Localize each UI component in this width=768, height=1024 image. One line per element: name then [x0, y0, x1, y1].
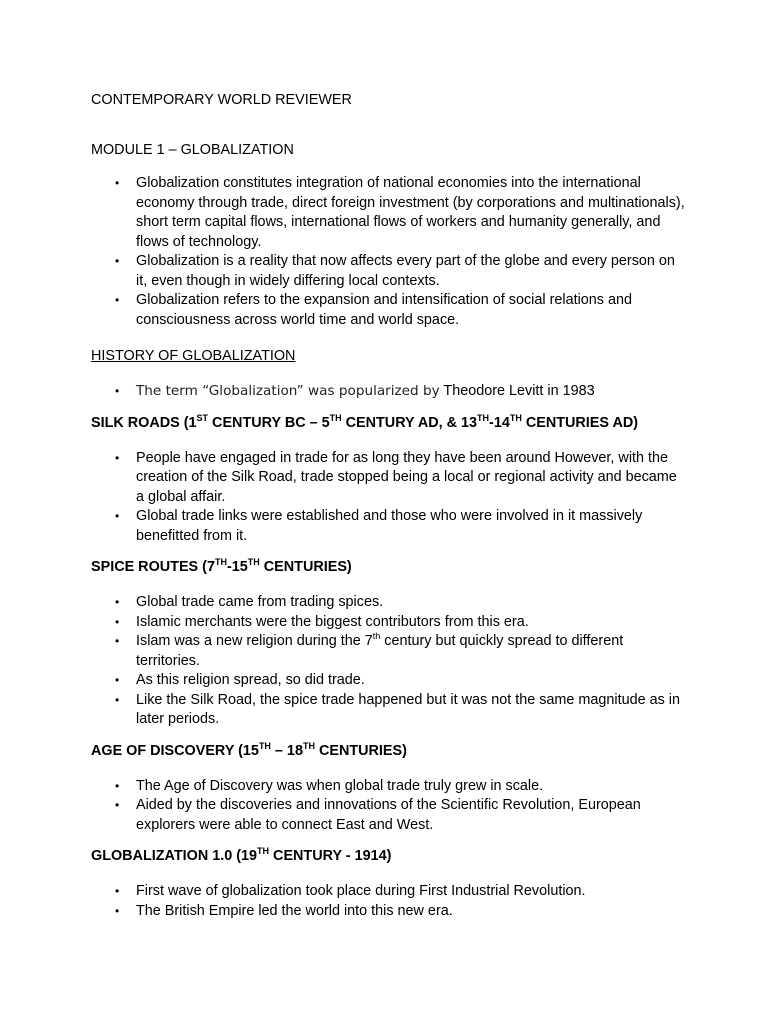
- bullet-icon: •: [115, 450, 120, 465]
- list-item: • The British Empire led the world into this new era.: [91, 902, 688, 922]
- bullet-icon: •: [115, 798, 120, 812]
- list-item: • Like the Silk Road, the spice trade happened but it was not the same magnitude as in later periods.: [115, 691, 680, 727]
- document-title: CONTEMPORARY WORLD REVIEWER: [91, 92, 352, 108]
- age-of-discovery-heading: AGE OF DISCOVERY (15TH – 18TH CENTURIES): [91, 740, 407, 759]
- history-heading: HISTORY OF GLOBALIZATION: [91, 348, 296, 364]
- silk-roads-bullet-list: [91, 449, 688, 547]
- bullet-icon: •: [115, 254, 120, 268]
- bullet-icon: •: [115, 614, 120, 629]
- bullet-icon: •: [115, 595, 120, 609]
- globalization-1-bullet-list: [91, 882, 688, 921]
- list-item: • Global trade came from trading spices.: [91, 593, 688, 613]
- list-item: • Globalization constitutes integration of national economies into the international economy through trade, direct foreign investment (by corporations and multinationals), short term capital flows, international flows of workers and humanity generally, and flows of technology.: [115, 175, 685, 250]
- bullet-icon: •: [115, 293, 120, 307]
- bullet-icon: •: [115, 884, 120, 898]
- bullet-icon: •: [115, 634, 120, 648]
- list-item: • The Age of Discovery was when global trade truly grew in scale.: [91, 777, 688, 797]
- age-of-discovery-bullet-list: [91, 777, 688, 836]
- list-item: • Globalization is a reality that now affects every part of the globe and every person on it, even though in widely differing local contexts.: [115, 253, 675, 289]
- list-item: • First wave of globalization took place during First Industrial Revolution.: [91, 882, 688, 902]
- module-title: MODULE 1 – GLOBALIZATION: [91, 142, 294, 158]
- bullet-icon: •: [115, 509, 120, 523]
- silk-roads-heading: SILK ROADS (1ST CENTURY BC – 5TH CENTURY AD, & 13TH-14TH CENTURIES AD): [91, 412, 639, 431]
- globalization-1-heading: GLOBALIZATION 1.0 (19TH CENTURY - 1914): [91, 846, 392, 864]
- bullet-icon: •: [115, 778, 120, 793]
- list-item: • As this religion spread, so did trade.: [91, 671, 688, 691]
- bullet-icon: •: [115, 903, 120, 918]
- intro-bullet-list: [91, 174, 688, 330]
- bullet-icon: •: [115, 176, 120, 190]
- history-bullet-list: [91, 382, 688, 402]
- spice-routes-bullet-list: [91, 593, 688, 730]
- list-item: • The term “Globalization” was popularized by Theodore Levitt in 1983: [91, 382, 688, 402]
- spice-routes-heading: SPICE ROUTES (7TH-15TH CENTURIES): [91, 557, 352, 575]
- list-item: • Islamic merchants were the biggest contributors from this era.: [91, 613, 688, 633]
- list-item: • Islam was a new religion during the 7th century but quickly spread to different territories.: [115, 631, 624, 669]
- bullet-icon: •: [115, 673, 120, 687]
- bullet-icon: •: [115, 384, 120, 398]
- bullet-icon: •: [115, 692, 120, 707]
- list-item: • People have engaged in trade for as long they have been around However, with the creation of the Silk Road, trade stopped being a local or regional activity and became a global affair.: [115, 449, 677, 505]
- list-item: • Global trade links were established and those who were involved in it massively benefitted from it.: [115, 508, 643, 544]
- list-item: • Globalization refers to the expansion and intensification of social relations and consciousness across world time and world space.: [115, 292, 632, 328]
- list-item: • Aided by the discoveries and innovations of the Scientific Revolution, European explorers were able to connect East and West.: [115, 797, 641, 833]
